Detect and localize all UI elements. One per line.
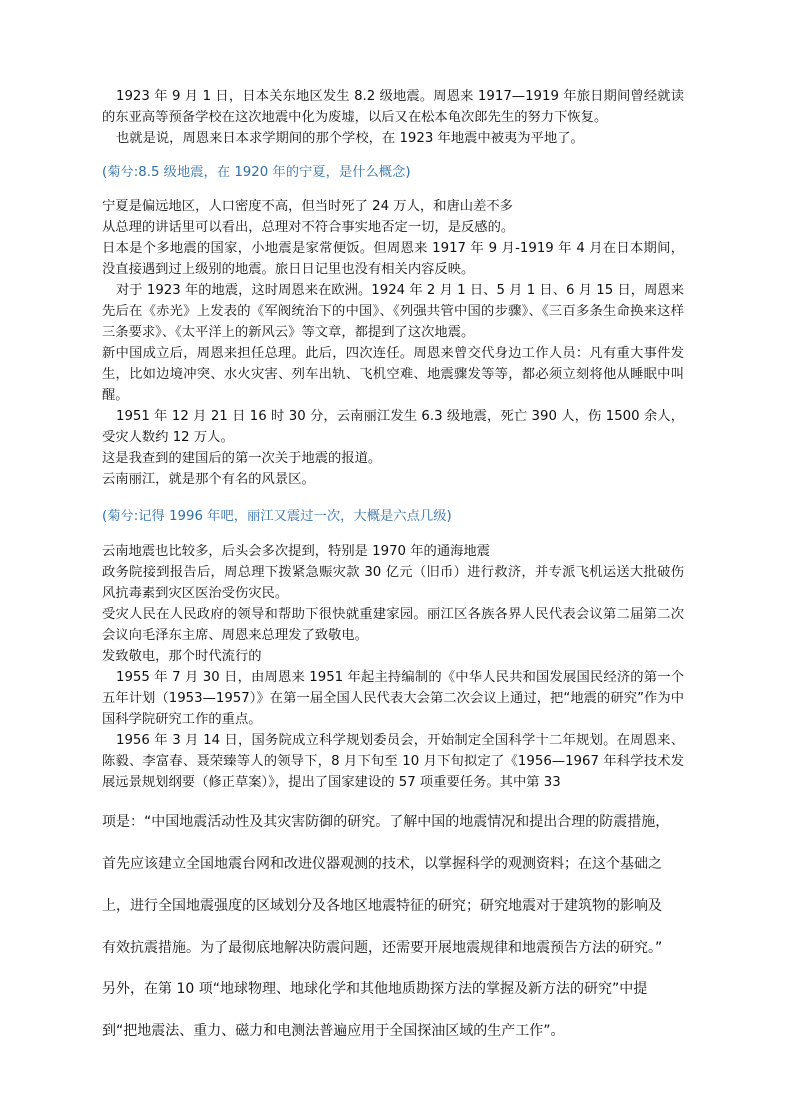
- paragraph-relief: 政务院接到报告后，周总理下拨紧急赈灾款 30 亿元（旧币）进行救济，并专派飞机运送大批破伤风抗毒素到灾区医治受伤灾民。: [102, 565, 684, 601]
- paragraph-lijiang-1951: 1951 年 12 月 21 日 16 时 30 分，云南丽江发生 6.3 级地震，死亡 390 人，伤 1500 余人，受灾人数约 12 万人。: [102, 409, 684, 445]
- paragraph-rebuild: 受灾人民在人民政府的领导和帮助下很快就重建家园。丽江区各族各界人民代表会议第二届第二次会议向毛泽东主席、周恩来总理发了致敬电。: [102, 607, 684, 643]
- paragraph-lijiang-scenic: 云南丽江，就是那个有名的风景区。: [102, 472, 315, 487]
- note-ningxia: (菊兮:8.5 级地震，在 1920 年的宁夏，是什么概念): [102, 165, 411, 180]
- paragraph-first-report: 这是我查到的建国后的第一次关于地震的报道。: [102, 451, 382, 466]
- item-10-line-1: 另外，在第 10 项“地球物理、地球化学和其他地质勘探方法的掌握及新方法的研究”中提: [102, 981, 648, 997]
- note-lijiang-1996: (菊兮:记得 1996 年吧，丽江又震过一次，大概是六点几级): [102, 509, 452, 524]
- quote-line-2: 首先应该建立全国地震台网和改进仪器观测的技术，以掌握科学的观测资料；在这个基础之: [102, 856, 662, 872]
- item-10-line-2: 到“把地震法、重力、磁力和电测法普遍应用于全国探油区域的生产工作”。: [102, 1023, 565, 1039]
- quote-line-3: 上，进行全国地震强度的区域划分及各地区地震特征的研究；研究地震对于建筑物的影响及: [102, 898, 662, 914]
- paragraph-five-year-plan: 1955 年 7 月 30 日，由周恩来 1951 年起主持编制的《中华人民共和国发展国民经济的第一个五年计划（1953—1957）》在第一届全国人民代表大会第二次会议上通过，把“地震的研究”作为中国科学院研究工作的重点。: [102, 670, 684, 727]
- paragraph-japan-earthquakes: 日本是个多地震的国家，小地震是家常便饭。但周恩来 1917 年 9 月-1919 年 4 月在日本期间，没直接遇到过上级别的地震。旅日日记里也没有相关内容反映。: [102, 241, 684, 277]
- quote-line-4: 有效抗震措施。为了最彻底地解决防震问题，还需要开展地震规律和地震预告方法的研究。”: [102, 940, 663, 956]
- paragraph-1956-plan: 1956 年 3 月 14 日，国务院成立科学规划委员会，开始制定全国科学十二年规划。在周恩来、陈毅、李富春、聂荣臻等人的领导下，8 月下旬至 10 月下旬拟定了《1956—1967 年科学技术发展远景规划纲要（修正草案）》，提出了国家建设的 57 项重要任务。其中第 33: [102, 733, 684, 790]
- paragraph-ningxia: 宁夏是偏远地区，人口密度不高，但当时死了 24 万人，和唐山差不多: [102, 199, 513, 214]
- paragraph-yunnan: 云南地震也比较多，后头会多次提到，特别是 1970 年的通海地震: [102, 544, 491, 559]
- quote-line-1: 项是：“中国地震活动性及其灾害防御的研究。了解中国的地震情况和提出合理的防震措施，: [102, 814, 670, 830]
- paragraph-1923-earthquake: 1923 年 9 月 1 日，日本关东地区发生 8.2 级地震。周恩来 1917—1919 年旅日期间曾经就读的东亚高等预备学校在这次地震中化为废墟，以后又在松本龟次郎先生的努力下恢复。: [102, 89, 684, 125]
- paragraph-telegram: 发致敬电，那个时代流行的: [102, 649, 262, 664]
- paragraph-premier-speech: 从总理的讲话里可以看出，总理对不符合事实地否定一切，是反感的。: [102, 220, 515, 235]
- paragraph-1923-europe: 对于 1923 年的地震，这时周恩来在欧洲。1924 年 2 月 1 日、5 月 1 日、6 月 15 日，周恩来先后在《赤光》上发表的《军阀统治下的中国》、《列强共管中国的步骤》、《三百多条生命换来这样三条要求》、《太平洋上的新风云》等文章，都提到了这次地震。: [102, 283, 684, 340]
- paragraph-new-china: 新中国成立后，周恩来担任总理。此后，四次连任。周恩来曾交代身边工作人员：凡有重大事件发生，比如边境冲突、水火灾害、列车出轨、飞机空难、地震骤发等等，都必须立刻将他从睡眠中叫醒。: [102, 346, 684, 403]
- paragraph-school-flattened: 也就是说，周恩来日本求学期间的那个学校，在 1923 年地震中被夷为平地了。: [116, 131, 584, 146]
